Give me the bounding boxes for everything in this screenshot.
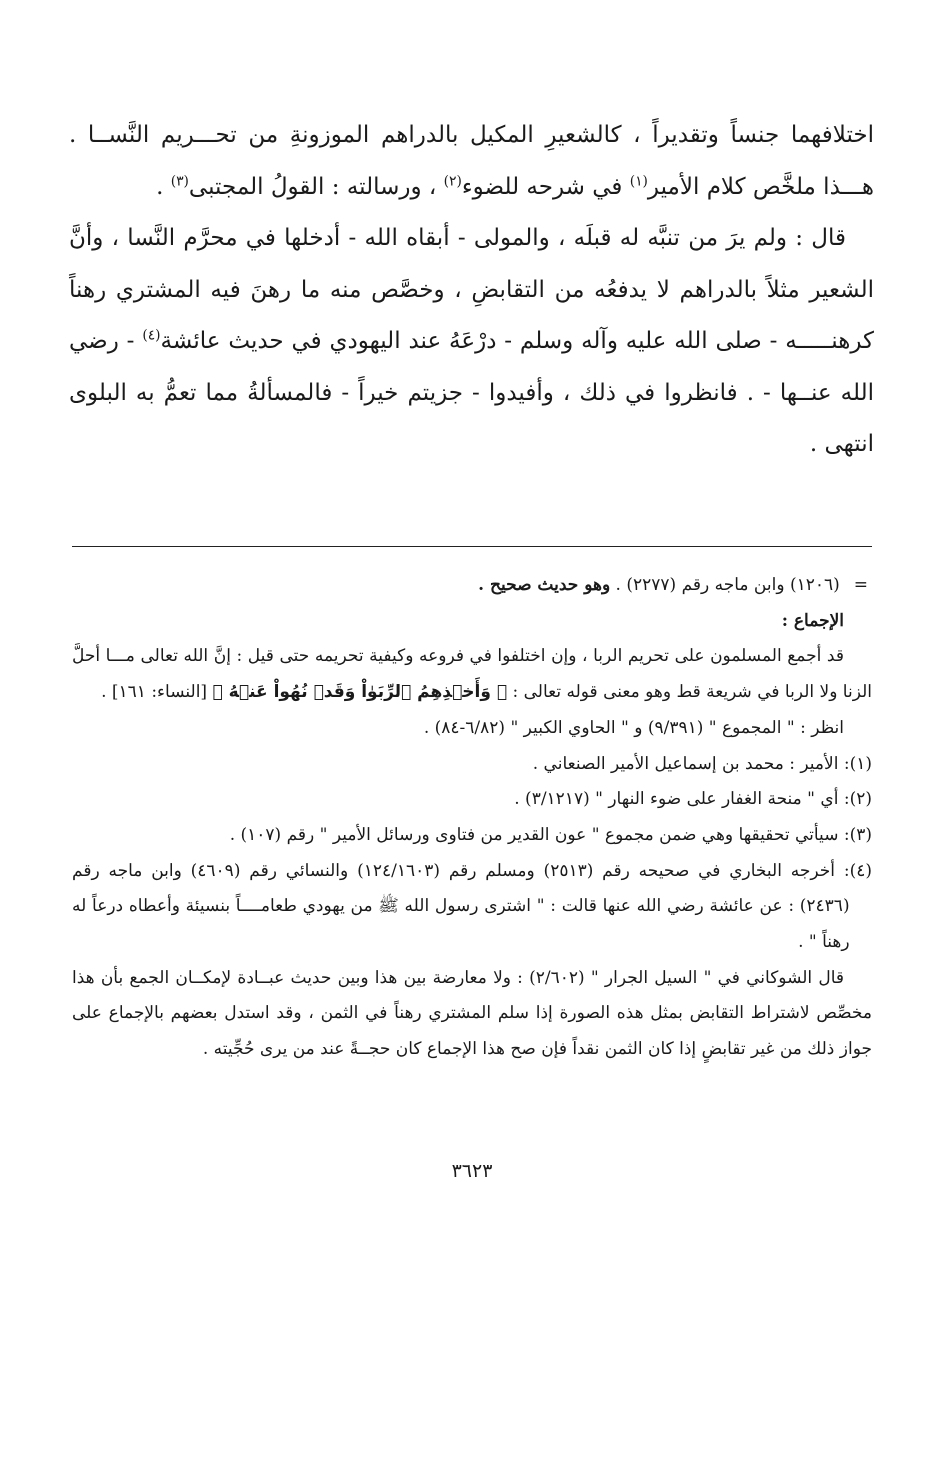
footnote-4 [72,854,872,961]
continued-reference [72,568,872,604]
see-also: انظر : " المجموع " (٩/٣٩١) و " الحاوي الكبير " (٦/٨٢-٨٤) . [423,717,844,738]
footnote-mark-2: (٢) [849,789,872,810]
footnote-text-3: : سيأتي تحقيقها وهي ضمن مجموع " عون القدير من فتاوى ورسائل الأمير " رقم (١٠٧) . [229,824,850,845]
footnote-text-2: : أي " منحة الغفار على ضوء النهار " (٣/١٢١٧) . [514,789,850,810]
footnote-ref-3[interactable]: (٣) [170,172,189,189]
footnotes [72,568,872,1068]
reference-run: (١٢٠٦) وابن ماجه رقم (٢٢٧٧) . [610,575,840,595]
footnote-text-4: : أخرجه البخاري في صحيحه رقم (٢٥١٣) ومسلم رقم (١٢٤/١٦٠٣) والنسائي رقم (٤٦٠٩) وابن ماجه رقم (٢٤٣٦) : عن عائشة رضي الله عنها قالت : " اشترى رسول الله ﷺ من يهودي طعامــــاً بنسيئة وأعطاه درعاً له رهناً " . [72,860,850,953]
footnote-3 [72,818,872,854]
main-paragraph-1 [69,110,874,213]
main-text-run: في شرحه للضوء [461,173,630,200]
main-paragraph-2 [69,213,874,471]
footnote-ref-2[interactable]: (٢) [443,172,462,189]
main-text-run: ، ورسالته : القولُ المجتبى [188,173,444,200]
footnote-text-1: : الأمير : محمد بن إسماعيل الأمير الصنعاني . [532,753,850,774]
footnote-1 [72,747,872,783]
footnote-ref-4[interactable]: (٤) [142,327,161,344]
continuation-mark: = [853,575,868,595]
ijma-heading: الإجماع : [781,610,844,631]
footnote-mark-3: (٣) [849,824,872,845]
main-text [69,110,874,471]
main-text-run: قال : ولم يرَ من تنبَّه له قبلَه ، والمولى - أبقاه الله - أدخلها في محرَّم النَّسا ، وأنَّ الشعير مثلاً بالدراهم لا يدفعُه من التقابضِ ، وخصَّص منه ما رهنَ فيه المشتري رهناً كرهنـــــه - صلى الله عليه وآله وسلم - درْعَهُ عند اليهودي في حديث عائشة [69,225,875,354]
ijma-citation: [النساء: ١٦١] . [101,682,213,703]
footnote-separator [72,546,872,547]
footnote-mark-4: (٤) [849,860,872,881]
main-text-run: . [156,173,171,200]
main-text-run: - رضي الله عنــها - . فانظروا في ذلك ، وأفيدوا - جزيتم خيراً - فالمسألةُ مما تعمُّ به البلوى انتهى . [69,328,874,457]
footnote-mark-1: (١) [849,753,872,774]
footnote-ref-1[interactable]: (١) [629,172,648,189]
page-number: ٣٦٢٣ [451,1160,493,1182]
reference-text [478,568,840,604]
shawkani-paragraph: قال الشوكاني في " السيل الجرار " (٢/٦٠٢) : ولا معارضة بين هذا وبين حديث عبــادة لإمكــان الجمع بأن هذا مخصِّص لاشتراط التقابض بمثل هذه الصورة إذا سلم المشتري رهناً في الثمن ، وقد استدل بعضهم بالإجماع على جواز ذلك من غير تقابضٍ إذا كان الثمن نقداً فإن صح هذا الإجماع كان حجــةً عند من يرى حُجِّيته . [72,967,872,1060]
ijma-paragraph [72,639,872,710]
quran-verse: ﴿ وَأَخۡذِهِمُ ٱلرِّبَوٰاْ وَقَدۡ نُهُواْ عَنۡهُ ﴾ [212,682,508,703]
main-text-run: اختلافهما جنساً وتقديراً ، كالشعيرِ المكيل بالدراهم الموزونةِ من تحـــريم النَّســا . هـــذا ملخَّص كلام الأمير [69,122,874,200]
footnote-2 [72,782,872,818]
ijma-text: قد أجمع المسلمون على تحريم الربا ، وإن اختلفوا في فروعه وكيفية تحريمه حتى قيل : إنَّ الله تعالى مـــا أحلَّ الزنا ولا الربا في شريعة قط وهو معنى قوله تعالى : [72,646,872,703]
hadith-grade: وهو حديث صحيح . [478,575,611,595]
